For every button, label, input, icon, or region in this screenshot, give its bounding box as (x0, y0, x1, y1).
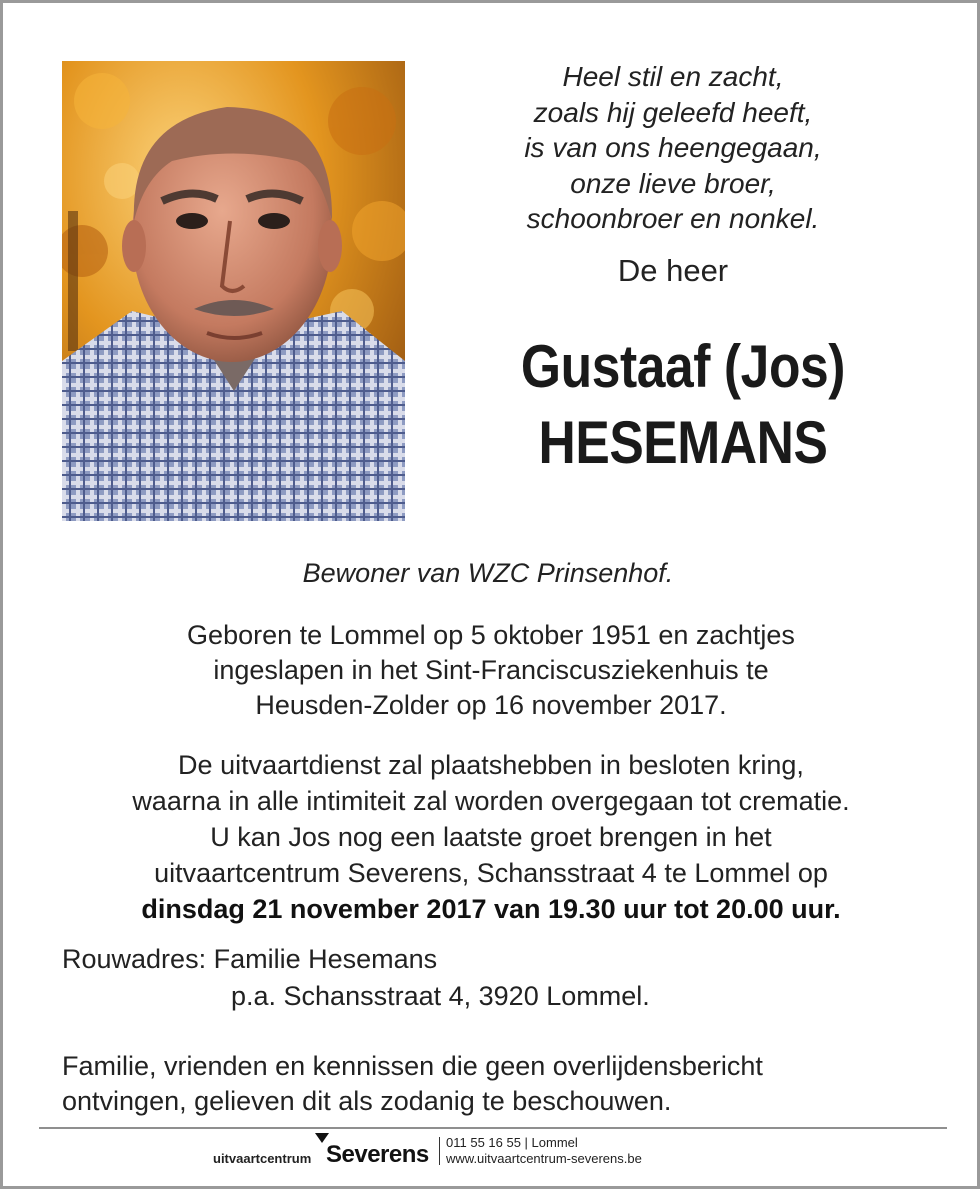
funeral-line: waarna in alle intimiteit zal worden overgegaan tot crematie. (132, 786, 850, 816)
birth-line: ingeslapen in het Sint-Franciscusziekenhuis te (213, 655, 769, 685)
phone-line: 011 55 16 55 | Lommel (446, 1135, 578, 1150)
birth-line: Geboren te Lommel op 5 oktober 1951 en zachtjes (187, 620, 795, 650)
portrait-photo (62, 61, 405, 521)
notice-line: ontvingen, gelieven dit als zodanig te beschouwen. (62, 1086, 672, 1116)
birth-line: Heusden-Zolder op 16 november 2017. (255, 690, 727, 720)
title-prefix: De heer (617, 253, 729, 288)
last-name: HESEMANS (538, 409, 828, 476)
poem-line: is van ons heengegaan, (524, 132, 822, 163)
poem-line: schoonbroer en nonkel. (526, 203, 820, 234)
visitation-time: dinsdag 21 november 2017 van 19.30 uur tot 20.00 uur. (141, 894, 841, 924)
notice-line: Familie, vrienden en kennissen die geen overlijdensbericht (62, 1051, 763, 1081)
brand-prefix: uitvaartcentrum (213, 1151, 312, 1166)
notice (62, 1049, 763, 1119)
deceased-name (477, 329, 890, 481)
footer (213, 1133, 733, 1173)
funeral-line: uitvaartcentrum Severens, Schansstraat 4 te Lommel op (154, 858, 828, 888)
website-link[interactable]: www.uitvaartcentrum-severens.be (446, 1151, 642, 1166)
funeral-line: U kan Jos nog een laatste groet brengen in het (210, 822, 772, 852)
brand-name: Severens (326, 1141, 429, 1168)
first-name: Gustaaf (Jos) (520, 333, 846, 400)
poem (463, 59, 883, 237)
mourning-address-street: p.a. Schansstraat 4, 3920 Lommel. (231, 981, 650, 1011)
poem-line: Heel stil en zacht, (562, 61, 784, 92)
footer-divider (39, 1127, 947, 1129)
mourning-address-line: Rouwadres: Familie Hesemans (62, 944, 438, 974)
poem-line: onze lieve broer, (570, 167, 776, 199)
resident-of: Bewoner van WZC Prinsenhof. (302, 558, 674, 588)
funeral-line: De uitvaartdienst zal plaatshebben in besloten kring, (178, 750, 804, 780)
footer-contact (446, 1135, 642, 1167)
birth-death-info (3, 618, 979, 723)
footer-separator (439, 1137, 440, 1165)
poem-line: zoals hij geleefd heeft, (533, 96, 813, 128)
funeral-info (3, 747, 979, 927)
